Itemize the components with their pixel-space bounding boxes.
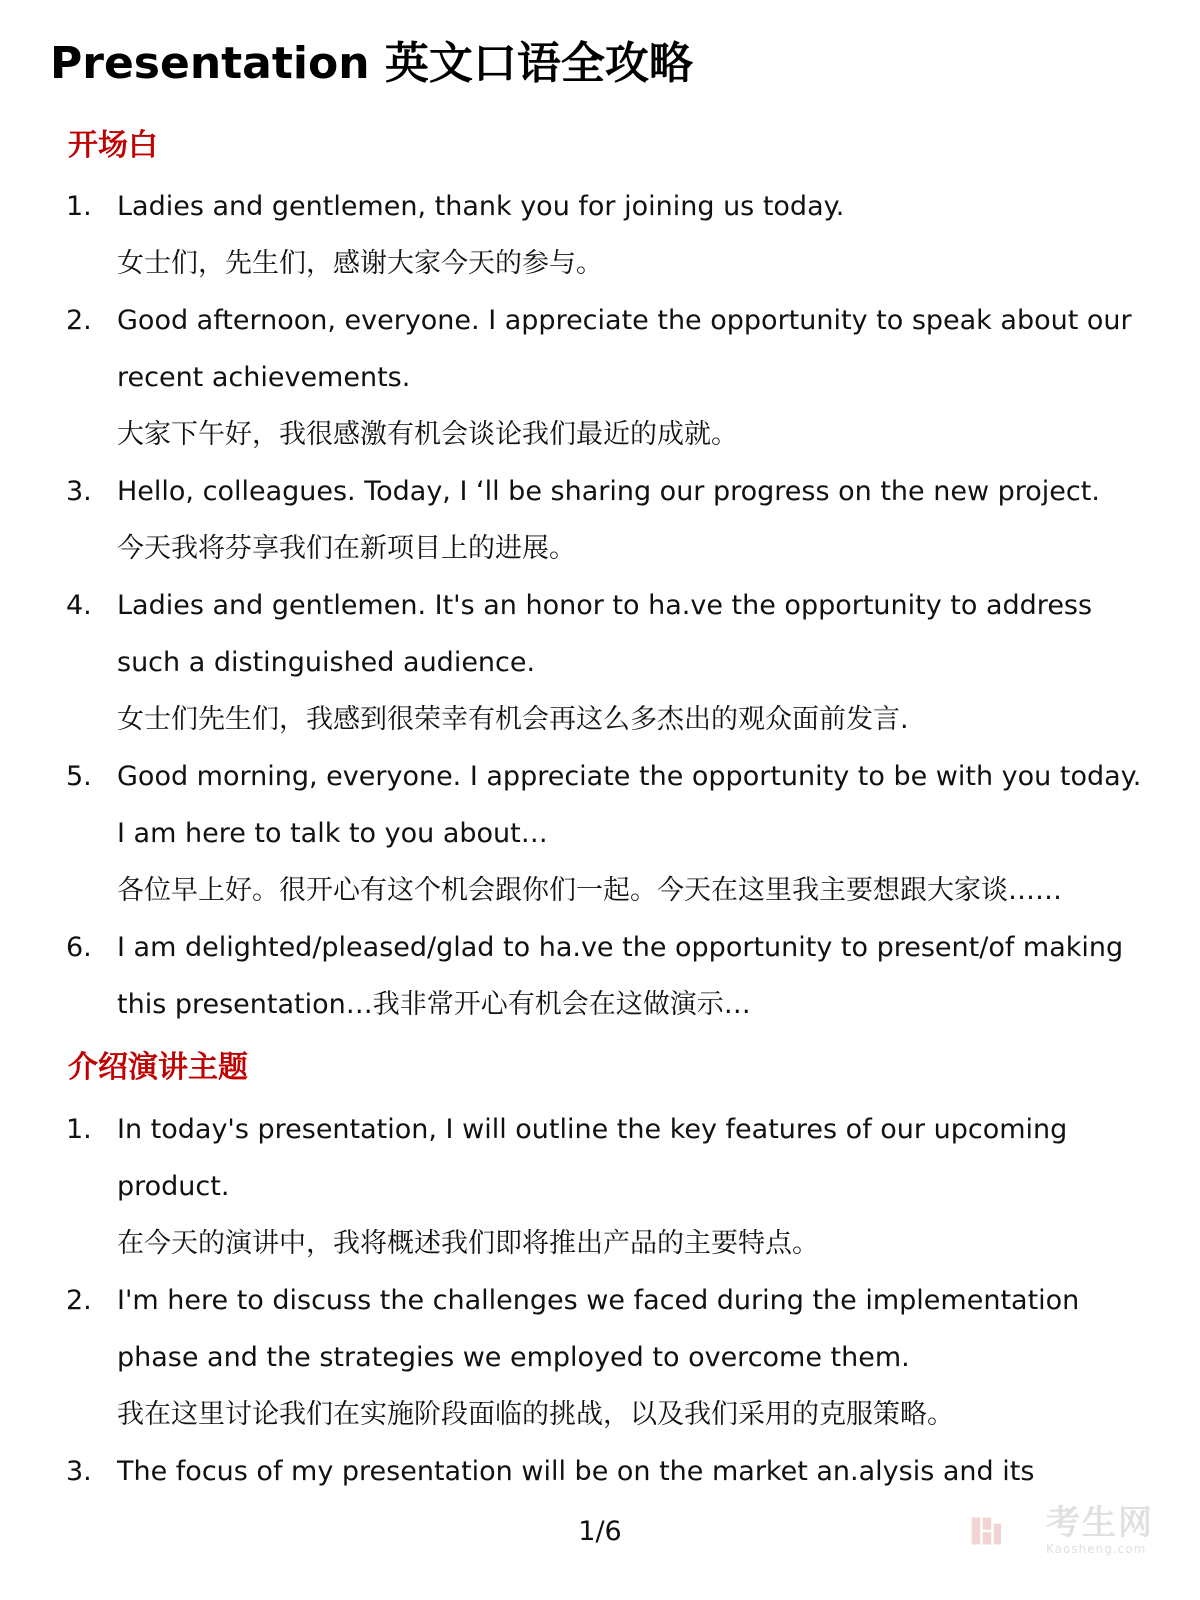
phrase-english: phase and the strategies we employed to overcome them. (117, 1342, 910, 1373)
phrase-english: product. (117, 1171, 230, 1202)
item-number: 2. (66, 305, 92, 336)
item-number: 3. (66, 476, 92, 507)
phrase-english: I'm here to discuss the challenges we faced during the implementation (117, 1285, 1080, 1316)
phrase-chinese: 我在这里讨论我们在实施阶段面临的挑战，以及我们采用的克服策略。 (117, 1399, 954, 1430)
phrase-english: Hello, colleagues. Today, I ‘ll be sharing our progress on the new project. (117, 476, 1100, 507)
phrase-mixed: this presentation…我非常开心有机会在这做演示… (117, 989, 751, 1020)
kaosheng-logo-icon (968, 1503, 1028, 1559)
item-number: 6. (66, 932, 92, 963)
phrase-chinese: 各位早上好。很开心有这个机会跟你们一起。今天在这里我主要想跟大家谈…… (117, 875, 1062, 906)
page-indicator: 1/6 (578, 1516, 622, 1547)
phrase-english: such a distinguished audience. (117, 647, 536, 678)
phrase-english: Ladies and gentlemen, thank you for joining us today. (117, 191, 845, 222)
phrase-english: Ladies and gentlemen. It's an honor to ha.ve the opportunity to address (117, 590, 1093, 621)
phrase-english: The focus of my presentation will be on the market an.alysis and its (117, 1456, 1035, 1487)
item-number: 1. (66, 1114, 92, 1145)
phrase-english: Good morning, everyone. I appreciate the opportunity to be with you today. (117, 761, 1142, 792)
phrase-english: I am here to talk to you about… (117, 818, 548, 849)
phrase-chinese: 大家下午好，我很感激有机会谈论我们最近的成就。 (117, 419, 738, 450)
section-heading-opening: 开场白 (68, 128, 158, 163)
item-number: 5. (66, 761, 92, 792)
section-heading-topic: 介绍演讲主题 (68, 1050, 248, 1085)
phrase-english: recent achievements. (117, 362, 411, 393)
watermark-brand: 考生网 (1046, 1503, 1154, 1543)
phrase-english: Good afternoon, everyone. I appreciate the opportunity to speak about our (117, 305, 1132, 336)
item-number: 1. (66, 191, 92, 222)
item-number: 2. (66, 1285, 92, 1316)
phrase-english: I am delighted/pleased/glad to ha.ve the opportunity to present/of making (117, 932, 1124, 963)
item-number: 4. (66, 590, 92, 621)
phrase-english: In today's presentation, I will outline the key features of our upcoming (117, 1114, 1068, 1145)
phrase-chinese: 在今天的演讲中，我将概述我们即将推出产品的主要特点。 (117, 1228, 819, 1259)
item-number: 3. (66, 1456, 92, 1487)
phrase-chinese: 女士们先生们，我感到很荣幸有机会再这么多杰出的观众面前发言. (117, 704, 909, 735)
phrase-chinese: 女士们，先生们，感谢大家今天的参与。 (117, 248, 603, 279)
phrase-chinese: 今天我将芬享我们在新项目上的进展。 (117, 533, 576, 564)
watermark-url: Kaosheng.com (1046, 1542, 1147, 1556)
page-title: Presentation 英文口语全攻略 (50, 38, 693, 89)
